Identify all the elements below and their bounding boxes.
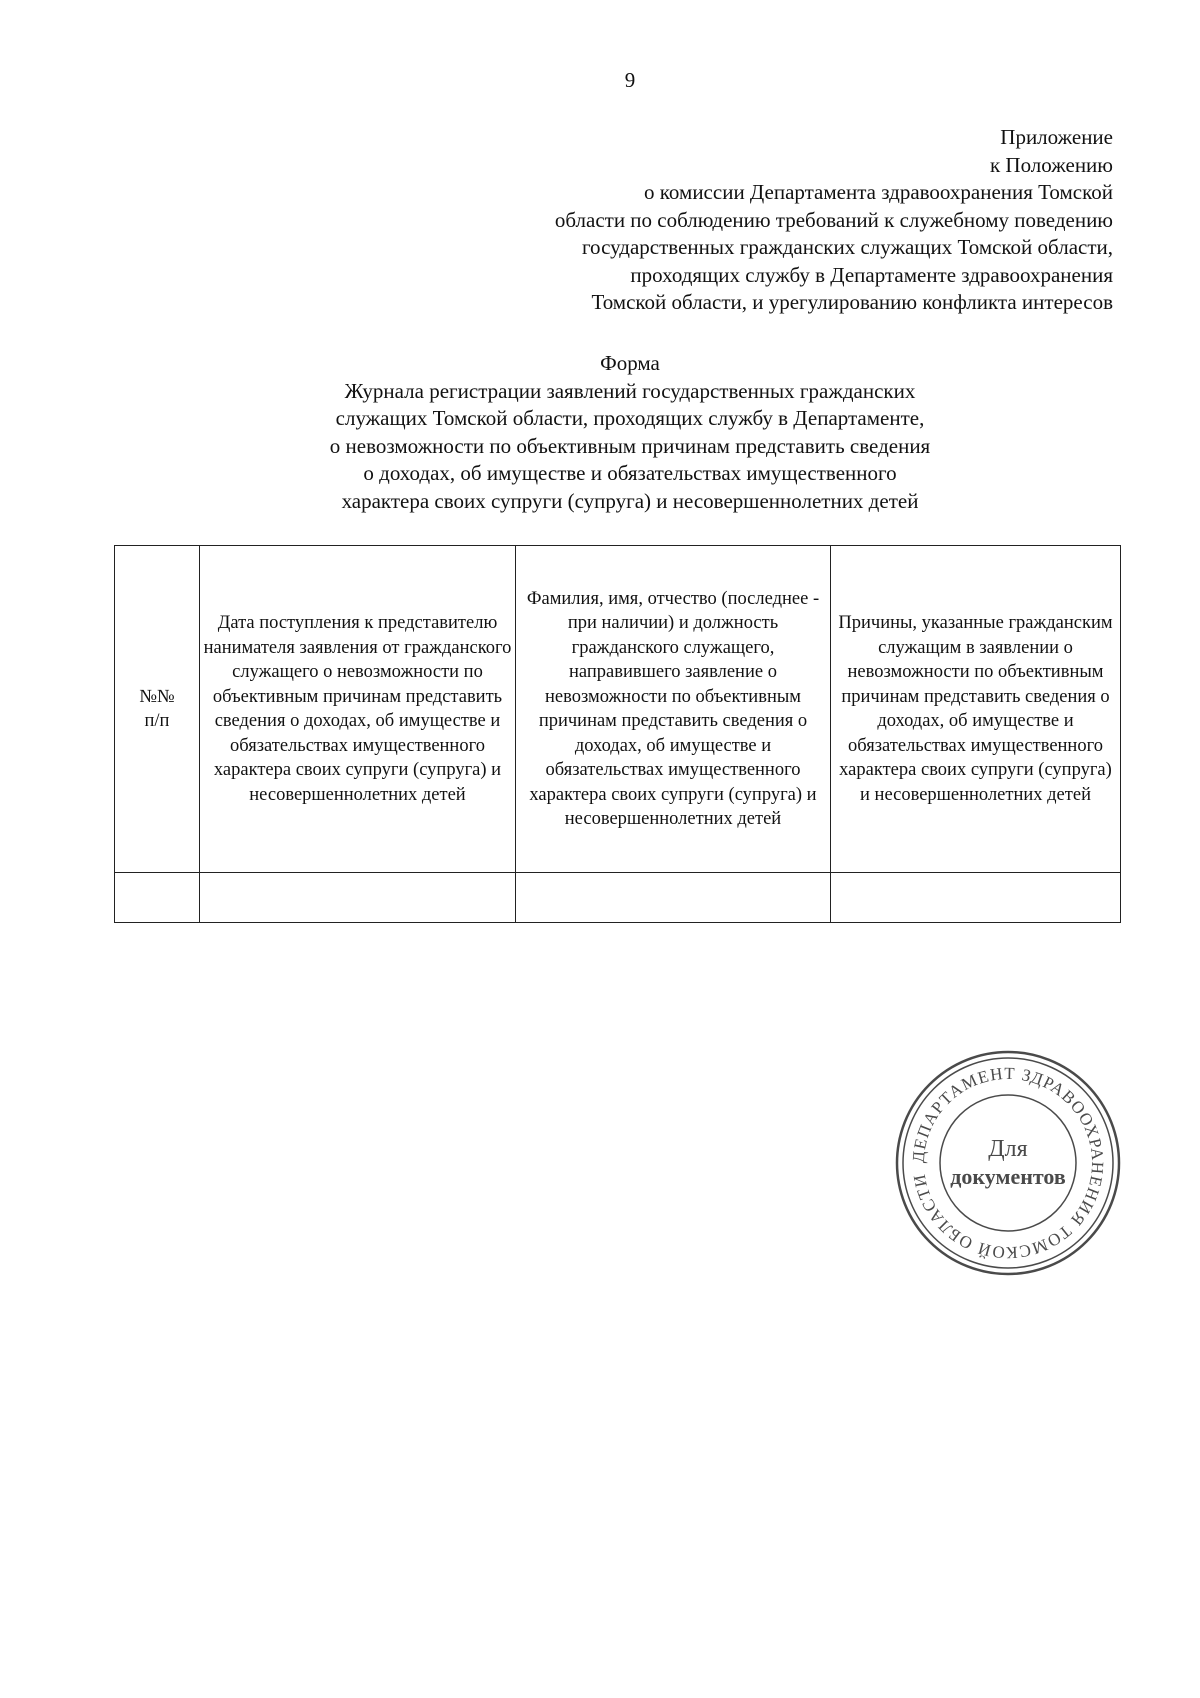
form-title-line: служащих Томской области, проходящих службу в Департаменте, bbox=[335, 406, 925, 430]
form-title-line: о доходах, об имуществе и обязательствах имущественного bbox=[363, 461, 897, 485]
appendix-header bbox=[433, 124, 1113, 317]
appendix-line: проходящих службу в Департаменте здравоохранения bbox=[630, 262, 1113, 287]
seal-ink bbox=[897, 1052, 1119, 1274]
form-title-line: Журнала регистрации заявлений государственных гражданских bbox=[344, 378, 916, 403]
seal-center-line-2: документов bbox=[950, 1164, 1066, 1189]
column-header-date: Дата поступления к представителю нанимателя заявления от гражданского служащего о невозможности по объективным причинам представить сведения о доходах, об имуществе и обязательствах имущественного характера своих супруги (супруга) и несовершеннолетних детей bbox=[200, 546, 516, 873]
form-title-line: характера своих супруги (супруга) и несовершеннолетних детей bbox=[341, 488, 919, 513]
page-number: 9 bbox=[624, 68, 636, 92]
appendix-line: к Положению bbox=[989, 152, 1113, 177]
table-cell bbox=[200, 873, 516, 923]
column-header-reasons: Причины, указанные гражданским служащим в заявлении о невозможности по объективным причинам представить сведения о доходах, об имуществе и обязательствах имущественного характера своих супруги (супруга) и несовершеннолетних детей bbox=[831, 546, 1121, 873]
seal-center-line-1: Для bbox=[988, 1136, 1028, 1162]
seal-ring-path: ДЕПАРТАМЕНТ ЗДРАВООХРАНЕНИЯ ТОМСКОЙ ОБЛАСТИ bbox=[908, 1063, 1108, 1263]
journal-table bbox=[114, 545, 1121, 923]
table-header-row bbox=[115, 546, 1121, 873]
table-cell bbox=[831, 873, 1121, 923]
form-title bbox=[240, 350, 1020, 515]
form-label: Форма bbox=[600, 351, 660, 375]
table-row bbox=[115, 873, 1121, 923]
column-header-name-position: Фамилия, имя, отчество (последнее - при наличии) и должность гражданского служащего, направившего заявление о невозможности по объективным причинам представить сведения о доходах, об имуществе и обязательствах имущественного характера своих супруги (супруга) и несовершеннолетних детей bbox=[516, 546, 831, 873]
column-header-label: №№ п/п bbox=[139, 686, 175, 731]
appendix-line: о комиссии Департамента здравоохранения Томской bbox=[644, 180, 1113, 204]
official-seal bbox=[893, 1048, 1123, 1278]
column-header-number bbox=[115, 546, 200, 873]
appendix-line: области по соблюдению требований к служебному поведению bbox=[554, 207, 1113, 232]
table-cell bbox=[516, 873, 831, 923]
table-cell bbox=[115, 873, 200, 923]
appendix-line: Приложение bbox=[1000, 125, 1113, 149]
appendix-line: Томской области, и урегулированию конфликта интересов bbox=[591, 290, 1113, 314]
appendix-line: государственных гражданских служащих Томской области, bbox=[581, 235, 1113, 259]
form-title-line: о невозможности по объективным причинам представить сведения bbox=[329, 433, 931, 458]
